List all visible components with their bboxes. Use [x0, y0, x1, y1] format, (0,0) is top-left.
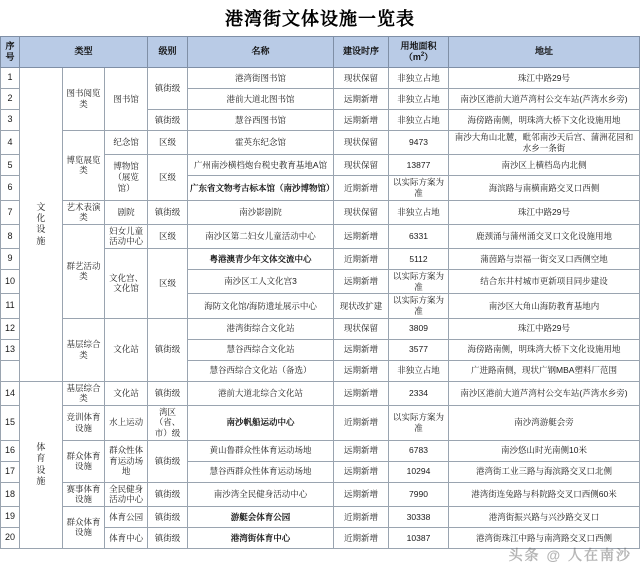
cell-schedule: 现状保留: [334, 200, 389, 224]
cell-category: 群众体育设施: [62, 506, 105, 548]
cell-facility-group: 文 化 设 施: [20, 68, 63, 382]
cell-address: 珠江中路29号: [449, 200, 640, 224]
column-header-seq-label: 序号: [5, 40, 15, 62]
cell-name: 慧谷西综合文化站（备选）: [188, 360, 334, 381]
facilities-table: [0, 36, 640, 549]
cell-subtype: 妇女儿童活动中心: [105, 224, 148, 248]
cell-address: 南沙区港前大道芦湾村公交车站(芦湾水乡旁): [449, 89, 640, 110]
cell-seq: 12: [1, 318, 20, 339]
cell-name: 慧谷西图书馆: [188, 110, 334, 131]
cell-schedule: 远期新增: [334, 339, 389, 360]
cell-area: 以实际方案为准: [389, 270, 449, 294]
cell-category: 赛事体育设施: [62, 482, 105, 506]
cell-address: 港湾街工业三路与海滨路交叉口北侧: [449, 461, 640, 482]
cell-seq: 4: [1, 131, 20, 155]
cell-area: 以实际方案为准: [389, 176, 449, 200]
cell-seq: 9: [1, 249, 20, 270]
cell-level: 镇街级: [148, 200, 188, 224]
column-header-area-line2: $(m^2)$: [403, 52, 434, 62]
cell-seq: 18: [1, 482, 20, 506]
cell-level: 区级: [148, 131, 188, 155]
cell-name: 黄山鲁群众性体育运动场地: [188, 440, 334, 461]
cell-address: 港湾街振兴路与兴沙路交叉口: [449, 506, 640, 527]
cell-category: 竞训体育设施: [62, 405, 105, 440]
cell-level: 镇街级: [148, 381, 188, 405]
cell-schedule: 近期新增: [334, 405, 389, 440]
cell-schedule: 远期新增: [334, 270, 389, 294]
cell-category: 群艺活动类: [62, 224, 105, 318]
cell-schedule: 近期新增: [334, 527, 389, 548]
cell-subtype: 纪念馆: [105, 131, 148, 155]
cell-level: 镇街级: [148, 318, 188, 381]
table-row: [1, 405, 640, 440]
cell-name: 港前大道北图书馆: [188, 89, 334, 110]
cell-level: 区级: [148, 155, 188, 200]
cell-category: 基层综合类: [62, 381, 105, 405]
cell-seq: 2: [1, 89, 20, 110]
cell-name: 港湾街综合文化站: [188, 318, 334, 339]
page-title: 港湾街文体设施一览表: [225, 9, 415, 29]
cell-seq: 10: [1, 270, 20, 294]
cell-area: 7990: [389, 482, 449, 506]
cell-name: 霍英东纪念馆: [188, 131, 334, 155]
column-header-address: [449, 37, 640, 68]
cell-level: 区级: [148, 249, 188, 319]
cell-address: 蒲茵路与崇福一街交叉口西侧空地: [449, 249, 640, 270]
cell-schedule: 远期新增: [334, 440, 389, 461]
cell-address: 珠江中路29号: [449, 318, 640, 339]
cell-address: 南沙区上横档岛内北侧: [449, 155, 640, 176]
cell-seq: 1: [1, 68, 20, 89]
cell-level: 湾区（省、市）级: [148, 405, 188, 440]
cell-name: 南沙帆船运动中心: [188, 405, 334, 440]
cell-level: 镇街级: [148, 68, 188, 110]
column-header-level-label: 级别: [158, 46, 177, 57]
cell-address: 南沙湾游艇会旁: [449, 405, 640, 440]
cell-seq: 11: [1, 294, 20, 318]
cell-schedule: 现状保留: [334, 318, 389, 339]
cell-area: 非独立占地: [389, 360, 449, 381]
cell-schedule: 近期新增: [334, 506, 389, 527]
cell-address: 珠江中路29号: [449, 68, 640, 89]
cell-level: 镇街级: [148, 440, 188, 482]
cell-area: 以实际方案为准: [389, 405, 449, 440]
cell-name: 慧谷西综合文化站: [188, 339, 334, 360]
cell-subtype: 全民健身活动中心: [105, 482, 148, 506]
column-header-area-unit-exponent: 2: [420, 52, 425, 58]
cell-subtype: 图书馆: [105, 68, 148, 131]
cell-schedule: 远期新增: [334, 89, 389, 110]
column-header-schedule-label: 建设时序: [342, 46, 379, 57]
cell-schedule: 现状改扩建: [334, 294, 389, 318]
cell-name: 港湾街体育中心: [188, 527, 334, 548]
cell-schedule: 远期新增: [334, 110, 389, 131]
cell-area: 非独立占地: [389, 200, 449, 224]
cell-name: 慧谷西群众性体育运动场地: [188, 461, 334, 482]
cell-seq: 6: [1, 176, 20, 200]
cell-level: 镇街级: [148, 110, 188, 131]
column-header-level: [148, 37, 188, 68]
cell-seq: 5: [1, 155, 20, 176]
cell-area: 非独立占地: [389, 68, 449, 89]
cell-category: 基层综合类: [62, 318, 105, 381]
cell-seq: 14: [1, 381, 20, 405]
cell-area: 非独立占地: [389, 110, 449, 131]
cell-subtype: 水上运动: [105, 405, 148, 440]
column-header-name: [188, 37, 334, 68]
cell-facility-group: 体 育 设 施: [20, 381, 63, 548]
cell-seq: 7: [1, 200, 20, 224]
cell-schedule: 近期新增: [334, 249, 389, 270]
table-header: [1, 37, 640, 68]
cell-schedule: 现状保留: [334, 131, 389, 155]
cell-schedule: 现状保留: [334, 68, 389, 89]
cell-schedule: 远期新增: [334, 461, 389, 482]
watermark: 头条 @ 人在南沙: [508, 547, 632, 563]
cell-name: 游艇会体育公园: [188, 506, 334, 527]
cell-seq: 20: [1, 527, 20, 548]
cell-address: 南沙区大角山海防教育基地内: [449, 294, 640, 318]
cell-seq: 19: [1, 506, 20, 527]
column-header-area-line1: 用地面积: [400, 40, 437, 51]
cell-subtype: 文化站: [105, 381, 148, 405]
cell-address: 鹿颈涌与蒲州涌交叉口文化设施用地: [449, 224, 640, 248]
cell-name: 粤港澳青少年文体交流中心: [188, 249, 334, 270]
cell-area: 30338: [389, 506, 449, 527]
cell-schedule: 现状保留: [334, 155, 389, 176]
cell-area: 10387: [389, 527, 449, 548]
cell-level: 镇街级: [148, 527, 188, 548]
cell-schedule: 远期新增: [334, 381, 389, 405]
table-row: [1, 131, 640, 155]
cell-seq: 16: [1, 440, 20, 461]
cell-schedule: 远期新增: [334, 360, 389, 381]
cell-seq: 13: [1, 339, 20, 360]
cell-subtype: 体育中心: [105, 527, 148, 548]
table-header-row: [1, 37, 640, 68]
column-header-type-label: 类型: [74, 46, 93, 57]
cell-subtype: 博物馆（展览馆）: [105, 155, 148, 200]
cell-subtype: 群众性体育运动场地: [105, 440, 148, 482]
cell-seq: 3: [1, 110, 20, 131]
cell-category: 博览展览类: [62, 131, 105, 201]
cell-area: 2334: [389, 381, 449, 405]
cell-area: 以实际方案为准: [389, 294, 449, 318]
cell-area: 3577: [389, 339, 449, 360]
column-header-seq: [1, 37, 20, 68]
cell-schedule: 远期新增: [334, 224, 389, 248]
cell-address: 海傍路南侧，明珠湾大桥下文化设施用地: [449, 339, 640, 360]
cell-address: 南沙悠山时光南侧10米: [449, 440, 640, 461]
cell-name: 南沙影剧院: [188, 200, 334, 224]
cell-address: 海滨路与南横南路交叉口西侧: [449, 176, 640, 200]
cell-address: 广进路南侧，现状广钢MBA塑料厂范围: [449, 360, 640, 381]
cell-name: 南沙湾全民健身活动中心: [188, 482, 334, 506]
table-body: [1, 68, 640, 549]
cell-area: 10294: [389, 461, 449, 482]
column-header-address-label: 地址: [534, 46, 553, 57]
table-row: [1, 224, 640, 248]
column-header-schedule: [334, 37, 389, 68]
table-row: [1, 381, 640, 405]
cell-address: 结合东井村城市更新项目同步建设: [449, 270, 640, 294]
column-header-name-label: 名称: [251, 46, 270, 57]
table-row: [1, 482, 640, 506]
cell-level: 镇街级: [148, 506, 188, 527]
cell-category: 图书阅览类: [62, 68, 105, 131]
cell-name: 海防文化馆/海防遗址展示中心: [188, 294, 334, 318]
cell-seq: [1, 360, 20, 381]
cell-name: 广州南沙横档炮台税史教育基地A馆: [188, 155, 334, 176]
table-row: [1, 506, 640, 527]
cell-schedule: 远期新增: [334, 482, 389, 506]
cell-area: 5112: [389, 249, 449, 270]
cell-category: 艺术表演类: [62, 200, 105, 224]
document-title-bar: [0, 0, 640, 36]
column-header-area: [389, 37, 449, 68]
cell-seq: 8: [1, 224, 20, 248]
cell-level: 区级: [148, 224, 188, 248]
cell-subtype: 体育公园: [105, 506, 148, 527]
table-row: [1, 200, 640, 224]
cell-address: 南沙区港前大道芦湾村公交车站(芦湾水乡旁): [449, 381, 640, 405]
table-row: [1, 68, 640, 89]
cell-address: 港湾街珠江中路与南湾路交叉口西侧: [449, 527, 640, 548]
cell-area: 非独立占地: [389, 89, 449, 110]
cell-address: 南沙大角山北麓，毗邻南沙天后宫、蒲洲花园和水乡一条街: [449, 131, 640, 155]
cell-subtype: 文化站: [105, 318, 148, 381]
cell-area: 3809: [389, 318, 449, 339]
cell-area: 13877: [389, 155, 449, 176]
table-row: [1, 440, 640, 461]
cell-subtype: 剧院: [105, 200, 148, 224]
cell-name: 港前大道北综合文化站: [188, 381, 334, 405]
cell-category: 群众体育设施: [62, 440, 105, 482]
cell-address: 港湾街连兔路与科院路交叉口西侧60米: [449, 482, 640, 506]
cell-area: 9473: [389, 131, 449, 155]
table-row: [1, 318, 640, 339]
cell-schedule: 近期新增: [334, 176, 389, 200]
column-header-type: [20, 37, 148, 68]
cell-name: 南沙区第二妇女儿童活动中心: [188, 224, 334, 248]
cell-name: 港湾街图书馆: [188, 68, 334, 89]
cell-seq: 17: [1, 461, 20, 482]
cell-area: 6331: [389, 224, 449, 248]
cell-address: 海傍路南侧，明珠湾大桥下文化设施用地: [449, 110, 640, 131]
cell-level: 镇街级: [148, 482, 188, 506]
cell-area: 6783: [389, 440, 449, 461]
cell-subtype: 文化宫、文化馆: [105, 249, 148, 319]
cell-name: 广东省文物考古标本馆（南沙博物馆）: [188, 176, 334, 200]
cell-seq: 15: [1, 405, 20, 440]
cell-name: 南沙区工人文化宫3: [188, 270, 334, 294]
